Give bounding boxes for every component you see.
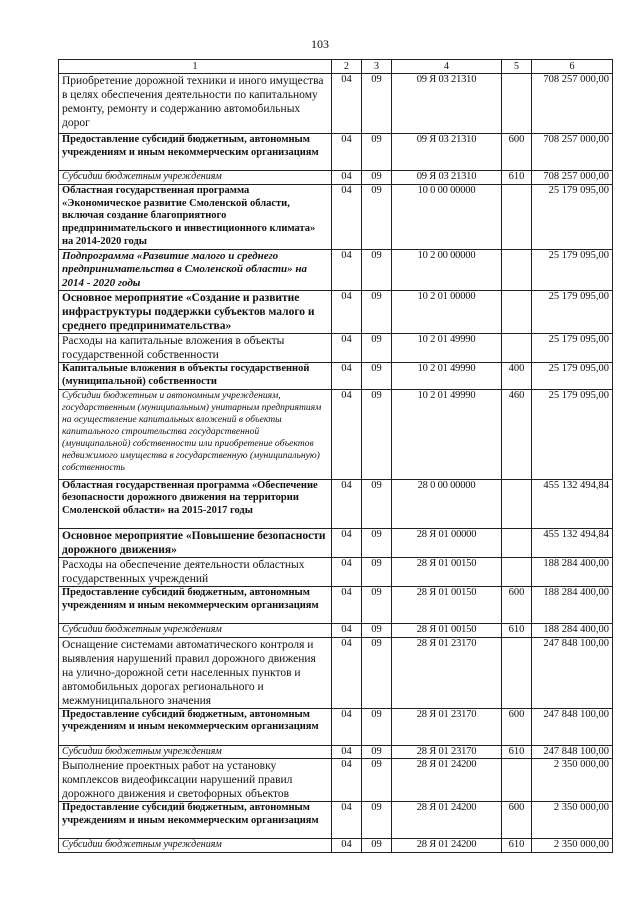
table-cell-section: 04 — [332, 171, 362, 185]
table-row — [59, 839, 613, 853]
table-cell-target: 28 Я 01 23170 — [392, 708, 502, 745]
table-cell-expense-type — [502, 334, 532, 363]
table-cell-amount: 2 350 000,00 — [532, 839, 613, 853]
table-cell-amount: 247 848 100,00 — [532, 708, 613, 745]
column-number-header: 5 — [502, 60, 532, 74]
table-row — [59, 557, 613, 586]
column-number-header: 3 — [362, 60, 392, 74]
table-cell-name: Основное мероприятие «Повышение безопасности дорожного движения» — [59, 528, 332, 557]
table-row — [59, 528, 613, 557]
table-cell-name: Предоставление субсидий бюджетным, автономным учреждениям и иным некоммерческим организациям — [59, 802, 332, 839]
table-cell-name: Основное мероприятие «Создание и развитие инфраструктуры поддержки субъектов малого и среднего предпринимательства» — [59, 291, 332, 334]
table-row — [59, 586, 613, 623]
table-cell-target: 10 0 00 00000 — [392, 184, 502, 249]
table-cell-amount: 708 257 000,00 — [532, 171, 613, 185]
table-cell-subsection: 09 — [362, 74, 392, 134]
table-cell-target: 28 Я 01 24200 — [392, 759, 502, 802]
table-row — [59, 184, 613, 249]
table-cell-section: 04 — [332, 802, 362, 839]
table-row — [59, 708, 613, 745]
table-cell-subsection: 09 — [362, 802, 392, 839]
table-cell-section: 04 — [332, 363, 362, 390]
table-cell-section: 04 — [332, 184, 362, 249]
table-cell-expense-type — [502, 637, 532, 708]
table-cell-name: Субсидии бюджетным и автономным учреждениям, государственным (муниципальным) унитарным предприятиям на осуществление капитальных вложений в объекты капитального строительства государственной (муниципальной) собственности или приобретение объектов недвижимого имущества в государственную (муниципальную) собственность — [59, 389, 332, 479]
table-row — [59, 134, 613, 171]
table-cell-subsection: 09 — [362, 334, 392, 363]
table-row — [59, 249, 613, 290]
column-number-header: 6 — [532, 60, 613, 74]
table-cell-target: 09 Я 03 21310 — [392, 74, 502, 134]
table-cell-expense-type: 460 — [502, 389, 532, 479]
table-cell-subsection: 09 — [362, 479, 392, 528]
table-cell-expense-type — [502, 249, 532, 290]
table-cell-target: 10 2 00 00000 — [392, 249, 502, 290]
table-cell-subsection: 09 — [362, 249, 392, 290]
table-cell-target: 28 Я 01 00150 — [392, 557, 502, 586]
table-cell-name: Выполнение проектных работ на установку комплексов видеофиксации нарушений правил дорожного движения и светофорных объектов — [59, 759, 332, 802]
table-cell-subsection: 09 — [362, 184, 392, 249]
table-cell-target: 28 Я 01 00000 — [392, 528, 502, 557]
table-cell-target: 28 Я 01 24200 — [392, 839, 502, 853]
table-cell-expense-type: 610 — [502, 745, 532, 759]
table-cell-section: 04 — [332, 839, 362, 853]
table-row — [59, 745, 613, 759]
table-cell-amount: 455 132 494,84 — [532, 479, 613, 528]
table-cell-amount: 25 179 095,00 — [532, 249, 613, 290]
table-cell-expense-type — [502, 291, 532, 334]
table-row — [59, 479, 613, 528]
table-cell-expense-type — [502, 557, 532, 586]
table-cell-name: Областная государственная программа «Обеспечение безопасности дорожного движения на территории Смоленской области» на 2015-2017 годы — [59, 479, 332, 528]
table-cell-name: Приобретение дорожной техники и иного имущества в целях обеспечения деятельности по капитальному ремонту, ремонту и содержанию автомобильных дорог — [59, 74, 332, 134]
table-cell-subsection: 09 — [362, 759, 392, 802]
table-row — [59, 74, 613, 134]
table-cell-amount: 2 350 000,00 — [532, 759, 613, 802]
table-cell-expense-type: 600 — [502, 134, 532, 171]
table-cell-target: 10 2 01 49990 — [392, 334, 502, 363]
table-cell-amount: 25 179 095,00 — [532, 363, 613, 390]
table-cell-name: Областная государственная программа «Экономическое развитие Смоленской области, включая создание благоприятного предпринимательского и инвестиционного климата» на 2014-2020 годы — [59, 184, 332, 249]
table-cell-expense-type — [502, 184, 532, 249]
table-cell-name: Оснащение системами автоматического контроля и выявления нарушений правил дорожного движения на улично-дорожной сети населенных пунктов и автомобильных дорогах регионального и межмуниципального значения — [59, 637, 332, 708]
table-cell-name: Расходы на капитальные вложения в объекты государственной собственности — [59, 334, 332, 363]
table-cell-section: 04 — [332, 759, 362, 802]
table-cell-amount: 25 179 095,00 — [532, 184, 613, 249]
table-cell-subsection: 09 — [362, 623, 392, 637]
table-cell-subsection: 09 — [362, 171, 392, 185]
table-cell-subsection: 09 — [362, 839, 392, 853]
table-cell-subsection: 09 — [362, 708, 392, 745]
table-cell-amount: 188 284 400,00 — [532, 623, 613, 637]
column-number-header-row — [59, 60, 613, 74]
table-cell-section: 04 — [332, 134, 362, 171]
table-cell-subsection: 09 — [362, 389, 392, 479]
table-cell-section: 04 — [332, 389, 362, 479]
table-row — [59, 623, 613, 637]
table-cell-subsection: 09 — [362, 745, 392, 759]
budget-table — [58, 59, 613, 853]
table-cell-amount: 25 179 095,00 — [532, 389, 613, 479]
table-cell-amount: 25 179 095,00 — [532, 334, 613, 363]
table-cell-section: 04 — [332, 249, 362, 290]
table-cell-name: Субсидии бюджетным учреждениям — [59, 839, 332, 853]
table-cell-expense-type: 600 — [502, 802, 532, 839]
table-cell-expense-type: 610 — [502, 171, 532, 185]
table-cell-section: 04 — [332, 479, 362, 528]
budget-table-body — [59, 60, 613, 853]
table-cell-section: 04 — [332, 334, 362, 363]
table-cell-section: 04 — [332, 623, 362, 637]
table-cell-subsection: 09 — [362, 363, 392, 390]
table-cell-section: 04 — [332, 708, 362, 745]
column-number-header: 2 — [332, 60, 362, 74]
table-row — [59, 389, 613, 479]
table-cell-name: Капитальные вложения в объекты государственной (муниципальной) собственности — [59, 363, 332, 390]
table-cell-target: 28 Я 01 00150 — [392, 586, 502, 623]
table-row — [59, 334, 613, 363]
table-cell-expense-type: 400 — [502, 363, 532, 390]
table-cell-amount: 25 179 095,00 — [532, 291, 613, 334]
table-cell-amount: 708 257 000,00 — [532, 74, 613, 134]
table-cell-name: Подпрограмма «Развитие малого и среднего предпринимательства в Смоленской области» на 2014 - 2020 годы — [59, 249, 332, 290]
table-cell-name: Предоставление субсидий бюджетным, автономным учреждениям и иным некоммерческим организациям — [59, 586, 332, 623]
column-number-header: 4 — [392, 60, 502, 74]
table-cell-name: Субсидии бюджетным учреждениям — [59, 745, 332, 759]
table-cell-amount: 708 257 000,00 — [532, 134, 613, 171]
table-cell-target: 28 Я 01 23170 — [392, 637, 502, 708]
table-row — [59, 802, 613, 839]
table-cell-expense-type: 610 — [502, 623, 532, 637]
table-cell-expense-type: 610 — [502, 839, 532, 853]
table-row — [59, 363, 613, 390]
table-cell-name: Субсидии бюджетным учреждениям — [59, 623, 332, 637]
table-cell-subsection: 09 — [362, 557, 392, 586]
table-cell-target: 10 2 01 49990 — [392, 363, 502, 390]
table-cell-target: 28 Я 01 23170 — [392, 745, 502, 759]
table-cell-amount: 2 350 000,00 — [532, 802, 613, 839]
table-cell-subsection: 09 — [362, 528, 392, 557]
table-cell-expense-type — [502, 479, 532, 528]
table-cell-amount: 247 848 100,00 — [532, 745, 613, 759]
table-cell-amount: 455 132 494,84 — [532, 528, 613, 557]
table-cell-section: 04 — [332, 745, 362, 759]
table-cell-target: 28 Я 01 24200 — [392, 802, 502, 839]
table-cell-subsection: 09 — [362, 134, 392, 171]
table-cell-name: Предоставление субсидий бюджетным, автономным учреждениям и иным некоммерческим организациям — [59, 708, 332, 745]
table-cell-amount: 188 284 400,00 — [532, 557, 613, 586]
table-cell-target: 10 2 01 00000 — [392, 291, 502, 334]
table-row — [59, 759, 613, 802]
table-cell-name: Расходы на обеспечение деятельности областных государственных учреждений — [59, 557, 332, 586]
table-cell-target: 09 Я 03 21310 — [392, 171, 502, 185]
table-row — [59, 171, 613, 185]
table-cell-target: 28 Я 01 00150 — [392, 623, 502, 637]
table-cell-section: 04 — [332, 528, 362, 557]
table-cell-subsection: 09 — [362, 586, 392, 623]
table-cell-amount: 188 284 400,00 — [532, 586, 613, 623]
table-cell-target: 09 Я 03 21310 — [392, 134, 502, 171]
table-cell-target: 28 0 00 00000 — [392, 479, 502, 528]
table-cell-amount: 247 848 100,00 — [532, 637, 613, 708]
table-cell-name: Субсидии бюджетным учреждениям — [59, 171, 332, 185]
table-cell-expense-type — [502, 74, 532, 134]
table-cell-subsection: 09 — [362, 291, 392, 334]
table-cell-expense-type: 600 — [502, 708, 532, 745]
table-cell-expense-type — [502, 528, 532, 557]
column-number-header: 1 — [59, 60, 332, 74]
table-cell-name: Предоставление субсидий бюджетным, автономным учреждениям и иным некоммерческим организациям — [59, 134, 332, 171]
table-cell-target: 10 2 01 49990 — [392, 389, 502, 479]
table-cell-section: 04 — [332, 637, 362, 708]
table-row — [59, 291, 613, 334]
table-cell-subsection: 09 — [362, 637, 392, 708]
table-cell-section: 04 — [332, 291, 362, 334]
table-cell-section: 04 — [332, 586, 362, 623]
table-cell-section: 04 — [332, 557, 362, 586]
table-cell-expense-type: 600 — [502, 586, 532, 623]
table-cell-expense-type — [502, 759, 532, 802]
table-row — [59, 637, 613, 708]
table-cell-section: 04 — [332, 74, 362, 134]
page-number: 103 — [311, 37, 329, 51]
